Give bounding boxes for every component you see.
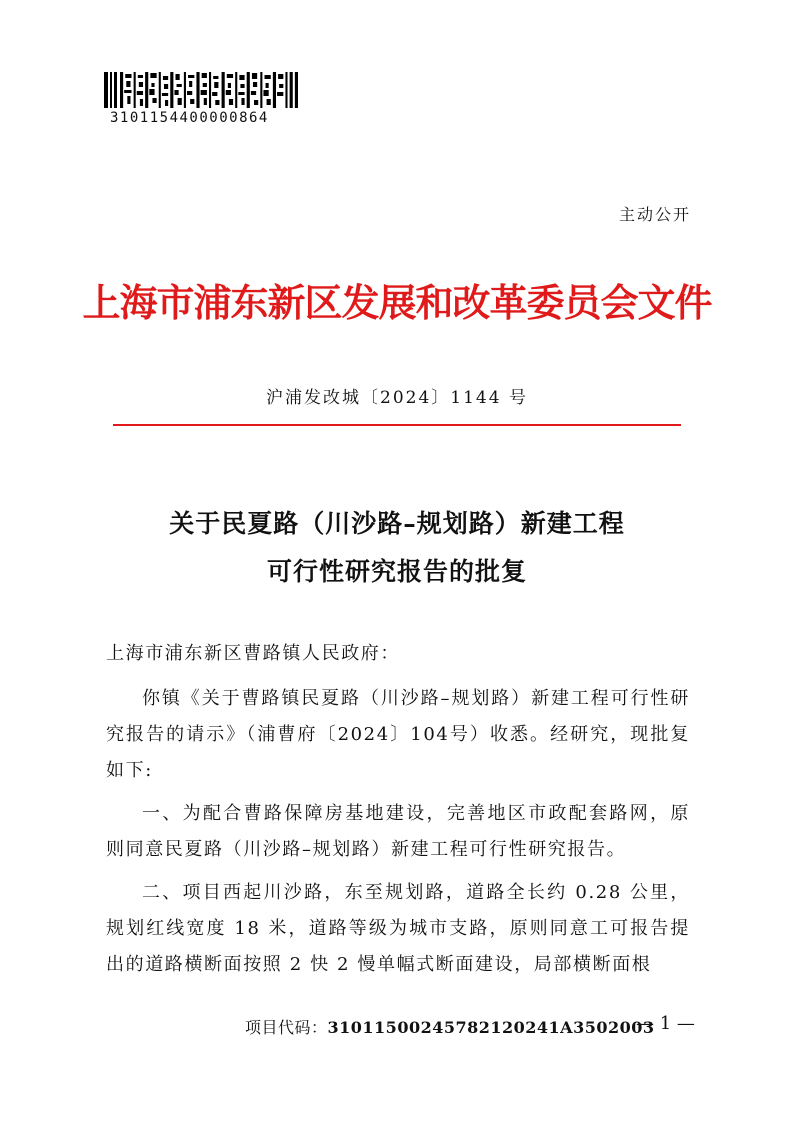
disclosure-label: 主动公开: [618, 205, 691, 224]
red-separator-line: [113, 424, 681, 426]
subject-line: 关于民夏路（川沙路–规划路）新建工程: [169, 509, 625, 538]
body-paragraph: 你镇《关于曹路镇民夏路（川沙路–规划路）新建工程可行性研究报告的请示》（浦曹府〔2024〕104号）收悉。经研究，现批复如下:: [106, 688, 690, 781]
page-number: — 1 —: [636, 1013, 695, 1034]
barcode-number: 3101154400000864: [110, 110, 269, 126]
body-paragraph: 一、为配合曹路保障房基地建设，完善地区市政配套路网，原则同意民夏路（川沙路–规划路）新建工程可行性研究报告。: [106, 803, 690, 860]
project-code-value: 31011500245782120241A3502003: [327, 1018, 655, 1037]
salutation: 上海市浦东新区曹路镇人民政府：: [106, 643, 400, 664]
issuing-authority-header: 上海市浦东新区发展和改革委员会文件: [82, 280, 712, 325]
project-code: [245, 1015, 655, 1038]
document-number: 沪浦发改城〔2024〕1144 号: [266, 388, 528, 408]
project-code-label: 项目代码：: [245, 1018, 328, 1037]
document-body: [106, 636, 690, 990]
barcode-pattern: [120, 72, 298, 108]
body-paragraph: 二、项目西起川沙路，东至规划路，道路全长约 0.28 公里，规划红线宽度 18 米，道路等级为城市支路，原则同意工可报告提出的道路横断面按照 2 快 2 慢单幅式断面建设，局部横断面根: [106, 882, 690, 975]
barcode: [104, 72, 298, 108]
subject-line: 可行性研究报告的批复: [266, 557, 527, 586]
document-subject: [0, 500, 794, 596]
